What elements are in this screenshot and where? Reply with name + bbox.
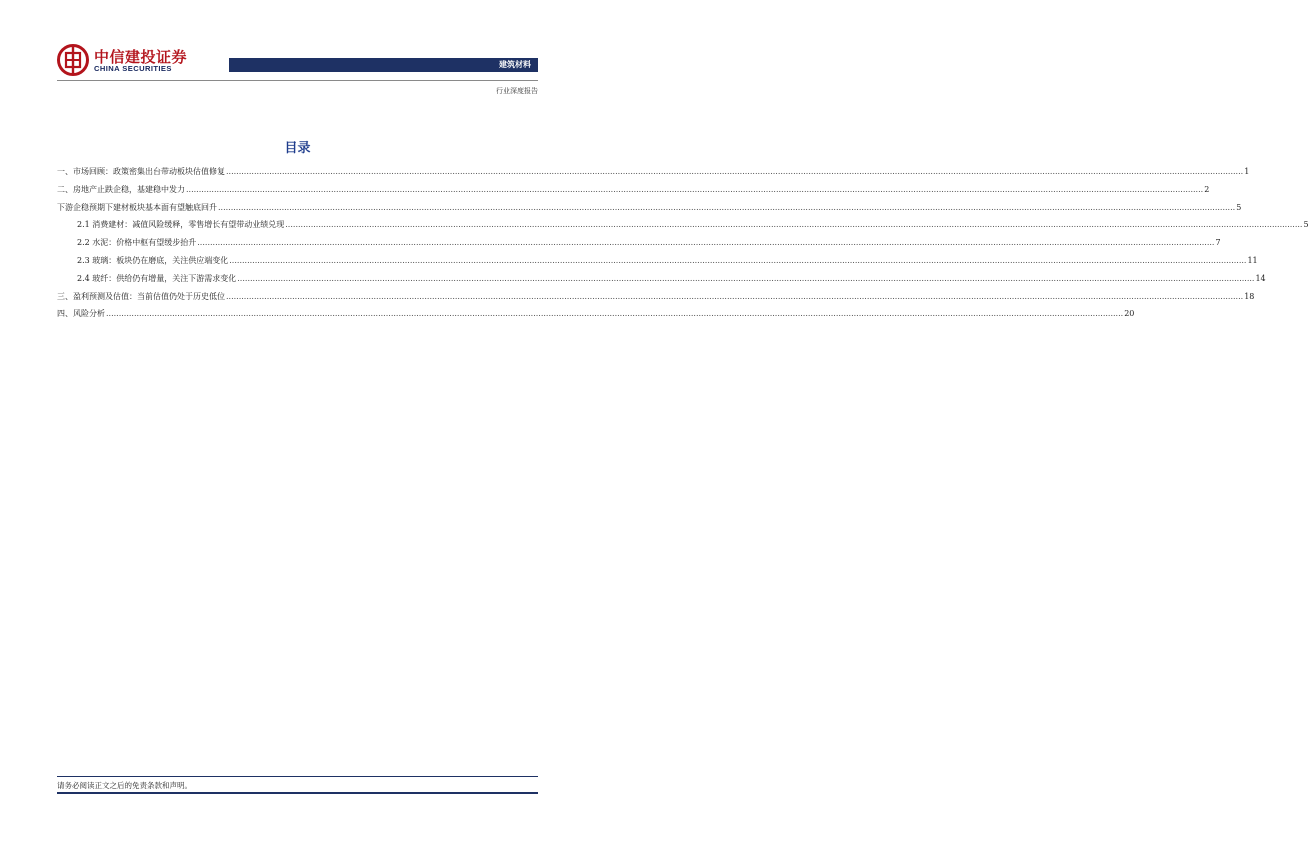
toc-leader-dots: ................................................................................................................................................................................................................................................................................................................................................................................................................ <box>229 255 1247 265</box>
toc-entry[interactable] <box>57 252 1258 270</box>
toc-entry-label: 四、风险分析 <box>57 309 105 319</box>
toc-entry[interactable] <box>57 163 1250 181</box>
toc-entry-page: 14 <box>1255 273 1266 283</box>
toc-entry[interactable] <box>57 234 1221 252</box>
toc-entry-page: 5 <box>1236 202 1242 212</box>
toc-entry-page: 7 <box>1215 238 1221 248</box>
report-type: 行业深度报告 <box>496 87 538 95</box>
logo-english-name: CHINA SECURITIES <box>94 64 172 73</box>
footer-divider-top <box>57 776 538 777</box>
category-label: 建筑材料 <box>499 60 531 69</box>
toc-entry-label: 2.2 水泥：价格中枢有望缓步抬升 <box>77 238 197 248</box>
china-securities-logo-icon <box>57 44 89 76</box>
header-divider <box>57 80 538 81</box>
toc-leader-dots: ................................................................................................................................................................................................................................................................................................................................................................................................................ <box>218 202 1236 212</box>
toc-entry-page: 2 <box>1204 184 1210 194</box>
toc-leader-dots: ................................................................................................................................................................................................................................................................................................................................................................................................................ <box>186 184 1204 194</box>
toc-entry-page: 11 <box>1247 255 1258 265</box>
toc-entry-label: 2.1 消费建材：减值风险缓释，零售增长有望带动业绩兑现 <box>77 220 285 230</box>
footer-disclaimer: 请务必阅读正文之后的免责条款和声明。 <box>57 781 192 790</box>
toc-entry[interactable] <box>57 270 1266 288</box>
footer-divider-bottom <box>57 792 538 794</box>
toc-entry[interactable] <box>57 288 1255 306</box>
toc-entry-label: 下游企稳预期下建材板块基本面有望触底回升 <box>57 202 217 212</box>
toc-leader-dots: ................................................................................................................................................................................................................................................................................................................................................................................................................ <box>197 238 1215 248</box>
toc-leader-dots: ................................................................................................................................................................................................................................................................................................................................................................................................................ <box>226 167 1244 176</box>
logo-chinese-name: 中信建投证券 <box>94 48 188 66</box>
page-header <box>0 0 595 110</box>
toc-entry-page: 1 <box>1244 167 1250 176</box>
toc-entry-page: 18 <box>1244 291 1255 301</box>
toc-leader-dots: ................................................................................................................................................................................................................................................................................................................................................................................................................ <box>285 220 1303 230</box>
toc-leader-dots: ................................................................................................................................................................................................................................................................................................................................................................................................................ <box>226 291 1244 301</box>
category-bar <box>229 58 538 72</box>
table-of-contents <box>57 163 1309 323</box>
company-logo <box>57 44 187 78</box>
toc-entry[interactable] <box>57 305 1135 323</box>
toc-entry-label: 三、盈利预测及估值：当前估值仍处于历史低位 <box>57 291 225 301</box>
toc-entry[interactable] <box>57 216 1309 234</box>
toc-entry-page: 20 <box>1124 309 1135 319</box>
toc-entry-label: 二、房地产止跌企稳，基建稳中发力 <box>57 184 185 194</box>
toc-entry-label: 2.3 玻璃：板块仍在磨底，关注供应端变化 <box>77 255 229 265</box>
toc-entry[interactable] <box>57 199 1242 217</box>
toc-leader-dots: ................................................................................................................................................................................................................................................................................................................................................................................................................ <box>106 309 1124 319</box>
toc-entry-label: 一、市场回顾：政策密集出台带动板块估值修复 <box>57 167 225 176</box>
toc-entry-label: 2.4 玻纤：供给仍有增量，关注下游需求变化 <box>77 273 237 283</box>
toc-entry[interactable] <box>57 181 1210 199</box>
toc-leader-dots: ................................................................................................................................................................................................................................................................................................................................................................................................................ <box>237 273 1255 283</box>
toc-title: 目录 <box>284 141 311 156</box>
toc-entry-page: 5 <box>1303 220 1309 230</box>
